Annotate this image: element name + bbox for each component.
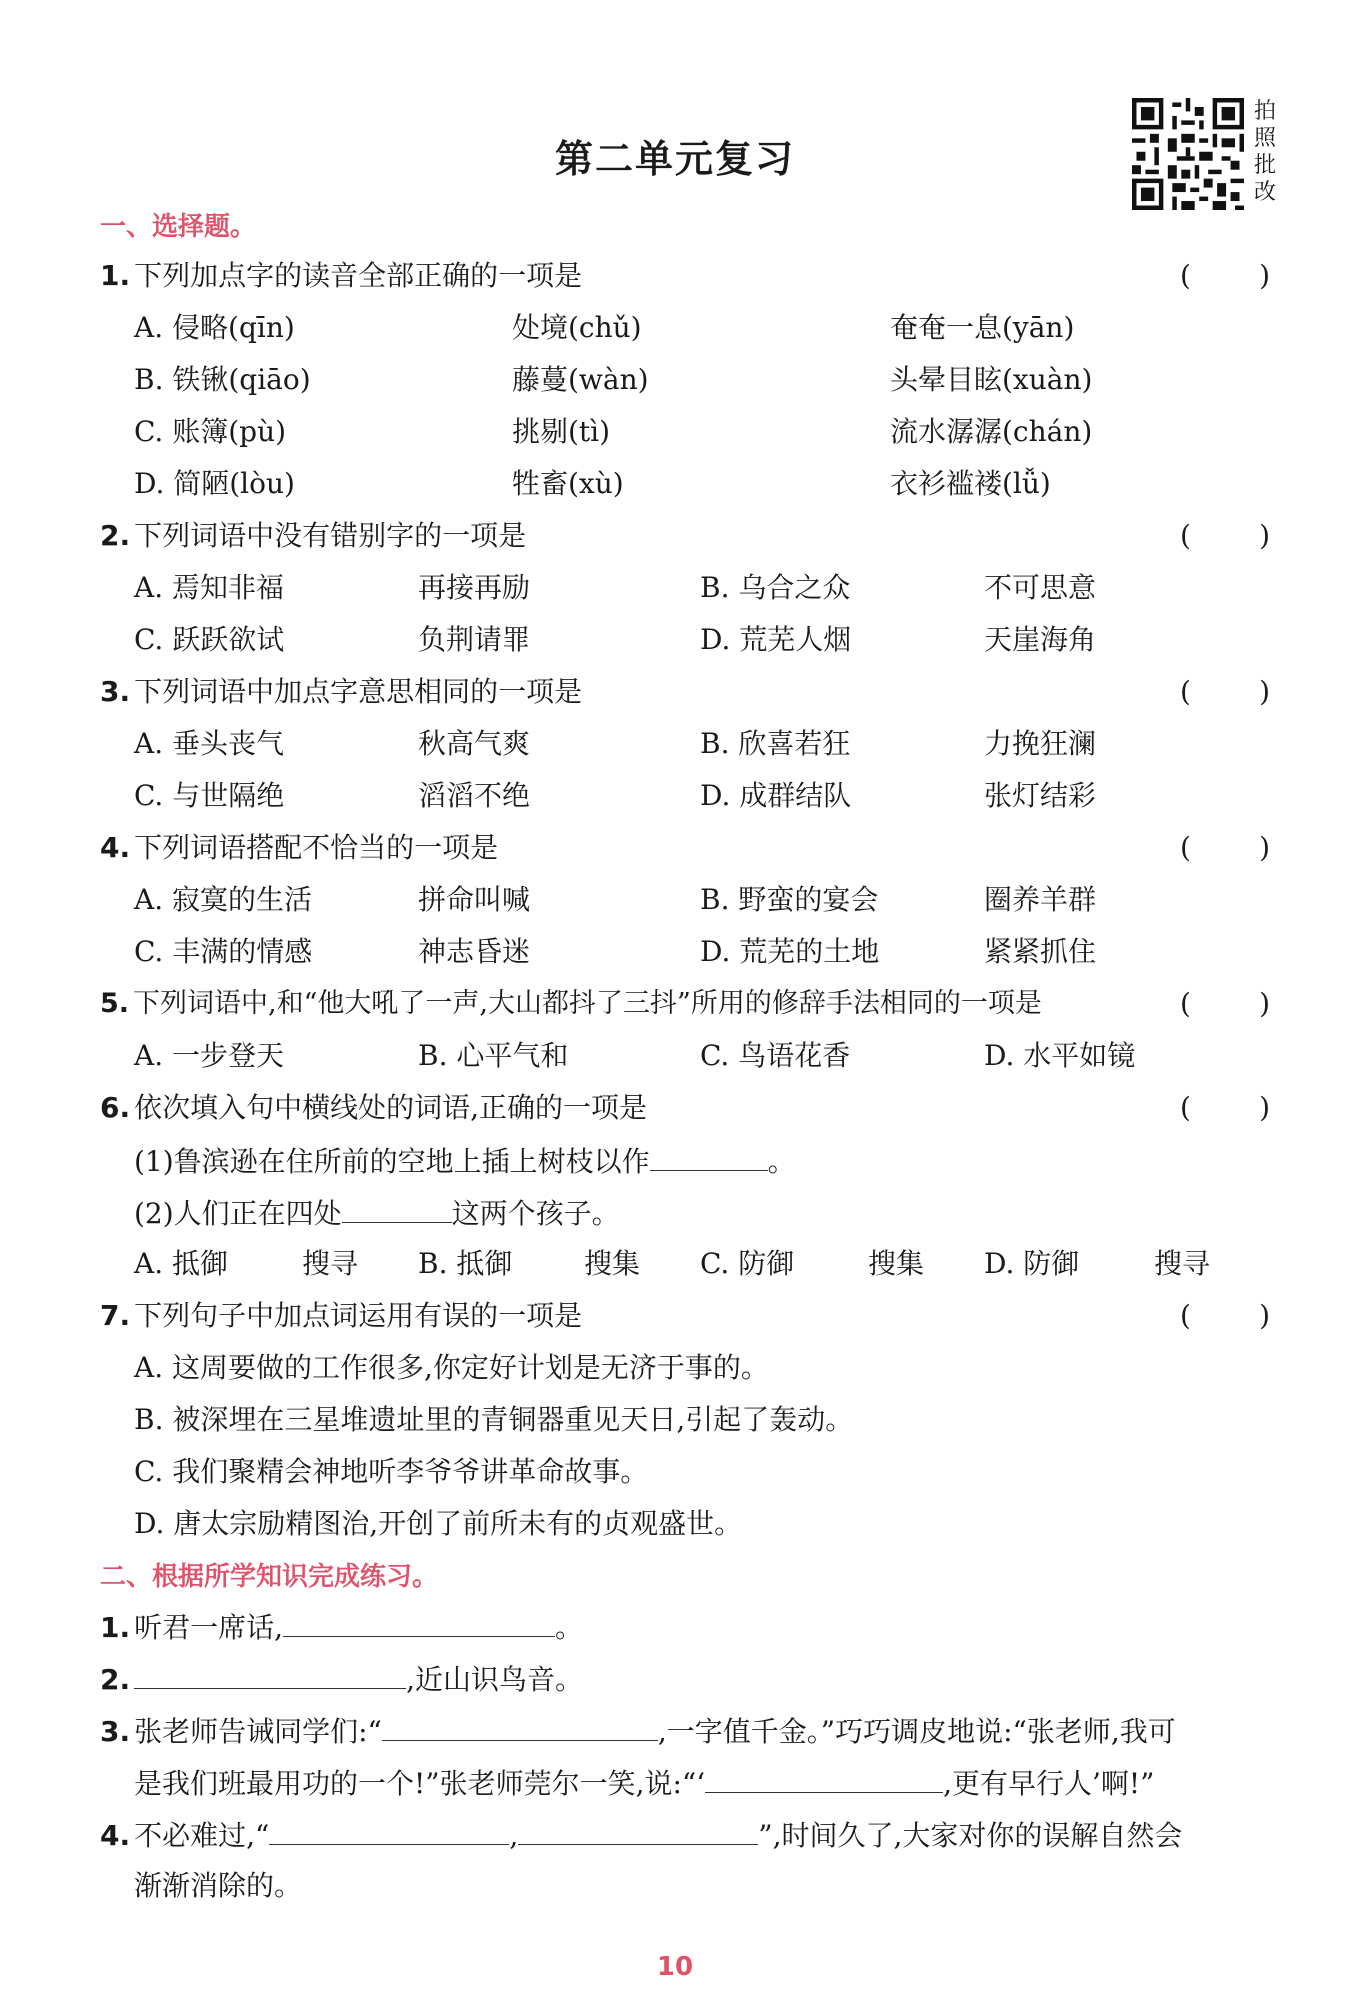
q6-option-c-2: 搜集 — [868, 1247, 925, 1280]
exercise-1: 1. 听君一席话, 。 — [100, 1606, 583, 1646]
q6-blank-2[interactable] — [342, 1192, 452, 1223]
q4-option-a-2: 拼命叫喊 — [418, 883, 531, 916]
exercise-4-blank-2[interactable] — [518, 1814, 758, 1845]
q6-option-b-2: 搜集 — [584, 1247, 641, 1280]
answer-paren-5[interactable]: ( ) — [1180, 987, 1270, 1020]
exercise-3-blank-1[interactable] — [382, 1710, 658, 1741]
answer-paren-4[interactable]: ( ) — [1180, 831, 1270, 864]
q1-option-d-3: 衣衫褴褛(lǚ) — [890, 467, 1051, 500]
answer-paren-1[interactable]: ( ) — [1180, 259, 1270, 292]
q2-option-c-2: 负荆请罪 — [418, 623, 531, 656]
q7-option-b: B. 被深埋在三星堆遗址里的青铜器重见天日,引起了轰动。 — [134, 1403, 854, 1436]
q3-option-c-2: 滔滔不绝 — [418, 779, 531, 812]
section-heading-choice: 一、选择题。 — [100, 212, 257, 242]
q5-option-b: B. 心平气和 — [418, 1039, 569, 1072]
q2-option-d: D. 荒芜人烟 — [700, 623, 852, 656]
q6-blank-1[interactable] — [650, 1140, 768, 1171]
q3-option-b: B. 欣喜若狂 — [700, 727, 851, 760]
page-title: 第二单元复习 — [554, 137, 795, 181]
q4-option-c-2: 神志昏迷 — [418, 935, 531, 968]
q4-option-b: B. 野蛮的宴会 — [700, 883, 879, 916]
q3-option-a: A. 垂头丧气 — [134, 727, 285, 760]
q6-option-d-2: 搜寻 — [1154, 1247, 1211, 1280]
q5-option-a: A. 一步登天 — [134, 1039, 285, 1072]
q4-option-d: D. 荒芜的土地 — [700, 935, 880, 968]
q1-option-b-2: 藤蔓(wàn) — [512, 363, 649, 396]
exercise-3-line-1: 3. 张老师告诫同学们:“ ,一字值千金。”巧巧调皮地说:“张老师,我可 — [100, 1710, 1176, 1750]
q4-option-a: A. 寂寞的生活 — [134, 883, 313, 916]
exercise-2: 2. ,近山识鸟音。 — [100, 1658, 583, 1698]
qr-code-icon — [1132, 98, 1244, 210]
q3-option-b-2: 力挽狂澜 — [984, 727, 1097, 760]
q2-option-d-2: 天崖海角 — [984, 623, 1097, 656]
q1-option-a-2: 处境(chǔ) — [512, 311, 642, 344]
q1-option-c-1: C. 账簿(pù) — [134, 415, 287, 448]
q5-option-c: C. 鸟语花香 — [700, 1039, 851, 1072]
question-2: 2. 下列词语中没有错别字的一项是 — [100, 519, 527, 552]
q3-option-d-2: 张灯结彩 — [984, 779, 1097, 812]
q1-option-c-3: 流水潺潺(chán) — [890, 415, 1093, 448]
q6-sentence-1: (1)鲁滨逊在住所前的空地上插上树枝以作 。 — [134, 1140, 796, 1182]
q1-option-a-3: 奄奄一息(yān) — [890, 311, 1075, 344]
q1-option-b-3: 头晕目眩(xuàn) — [890, 363, 1093, 396]
q7-option-a: A. 这周要做的工作很多,你定好计划是无济于事的。 — [134, 1351, 769, 1384]
exercise-3-line-2: 是我们班最用功的一个!”张老师莞尔一笑,说:“‘ ,更有早行人’啊!” — [134, 1762, 1155, 1802]
q3-option-c: C. 与世隔绝 — [134, 779, 285, 812]
q2-option-b-2: 不可思意 — [984, 571, 1097, 604]
photo-grading-label: 拍 照 批 改 — [1253, 99, 1276, 205]
q6-sentence-2: (2)人们正在四处 这两个孩子。 — [134, 1192, 620, 1234]
q1-option-b-1: B. 铁锹(qiāo) — [134, 363, 311, 396]
answer-paren-7[interactable]: ( ) — [1180, 1299, 1270, 1332]
q3-option-a-2: 秋高气爽 — [418, 727, 531, 760]
q6-option-b: B. 抵御 — [418, 1247, 513, 1280]
section-heading-knowledge: 二、根据所学知识完成练习。 — [100, 1562, 439, 1592]
q4-option-b-2: 圈养羊群 — [984, 883, 1097, 916]
answer-paren-6[interactable]: ( ) — [1180, 1091, 1270, 1124]
q6-option-a: A. 抵御 — [134, 1247, 229, 1280]
question-3: 3. 下列词语中加点字意思相同的一项是 — [100, 675, 583, 708]
q4-option-d-2: 紧紧抓住 — [984, 935, 1097, 968]
answer-paren-3[interactable]: ( ) — [1180, 675, 1270, 708]
exercise-1-blank[interactable] — [283, 1606, 555, 1637]
q2-option-a: A. 焉知非福 — [134, 571, 285, 604]
answer-paren-2[interactable]: ( ) — [1180, 519, 1270, 552]
q6-option-d: D. 防御 — [984, 1247, 1080, 1280]
q2-option-a-2: 再接再励 — [418, 571, 531, 604]
q1-option-d-1: D. 简陋(lòu) — [134, 467, 295, 500]
q6-option-c: C. 防御 — [700, 1247, 795, 1280]
exercise-4-line-2: 渐渐消除的。 — [134, 1869, 303, 1902]
q1-option-d-2: 牲畜(xù) — [512, 467, 624, 500]
q3-option-d: D. 成群结队 — [700, 779, 852, 812]
exercise-4-line-1: 4. 不必难过,“ , ”,时间久了,大家对你的误解自然会 — [100, 1814, 1182, 1854]
q1-option-c-2: 挑剔(tì) — [512, 415, 611, 448]
exercise-4-blank-1[interactable] — [269, 1814, 509, 1845]
q7-option-c: C. 我们聚精会神地听李爷爷讲革命故事。 — [134, 1455, 649, 1488]
exercise-3-blank-2[interactable] — [705, 1762, 943, 1793]
exercise-2-blank[interactable] — [134, 1658, 406, 1689]
question-1: 1. 下列加点字的读音全部正确的一项是 — [100, 259, 583, 292]
q2-option-b: B. 乌合之众 — [700, 571, 851, 604]
q4-option-c: C. 丰满的情感 — [134, 935, 313, 968]
question-5: 5. 下列词语中,和“他大吼了一声,大山都抖了三抖”所用的修辞手法相同的一项是 — [100, 988, 1042, 1019]
q6-option-a-2: 搜寻 — [302, 1247, 359, 1280]
q1-option-a-1: A. 侵略(qīn) — [134, 311, 295, 344]
q5-option-d: D. 水平如镜 — [984, 1039, 1136, 1072]
q7-option-d: D. 唐太宗励精图治,开创了前所未有的贞观盛世。 — [134, 1507, 743, 1540]
q2-option-c: C. 跃跃欲试 — [134, 623, 285, 656]
question-6: 6. 依次填入句中横线处的词语,正确的一项是 — [100, 1091, 648, 1124]
question-4: 4. 下列词语搭配不恰当的一项是 — [100, 831, 499, 864]
page-number: 10 — [656, 1952, 694, 1982]
question-7: 7. 下列句子中加点词运用有误的一项是 — [100, 1299, 583, 1332]
